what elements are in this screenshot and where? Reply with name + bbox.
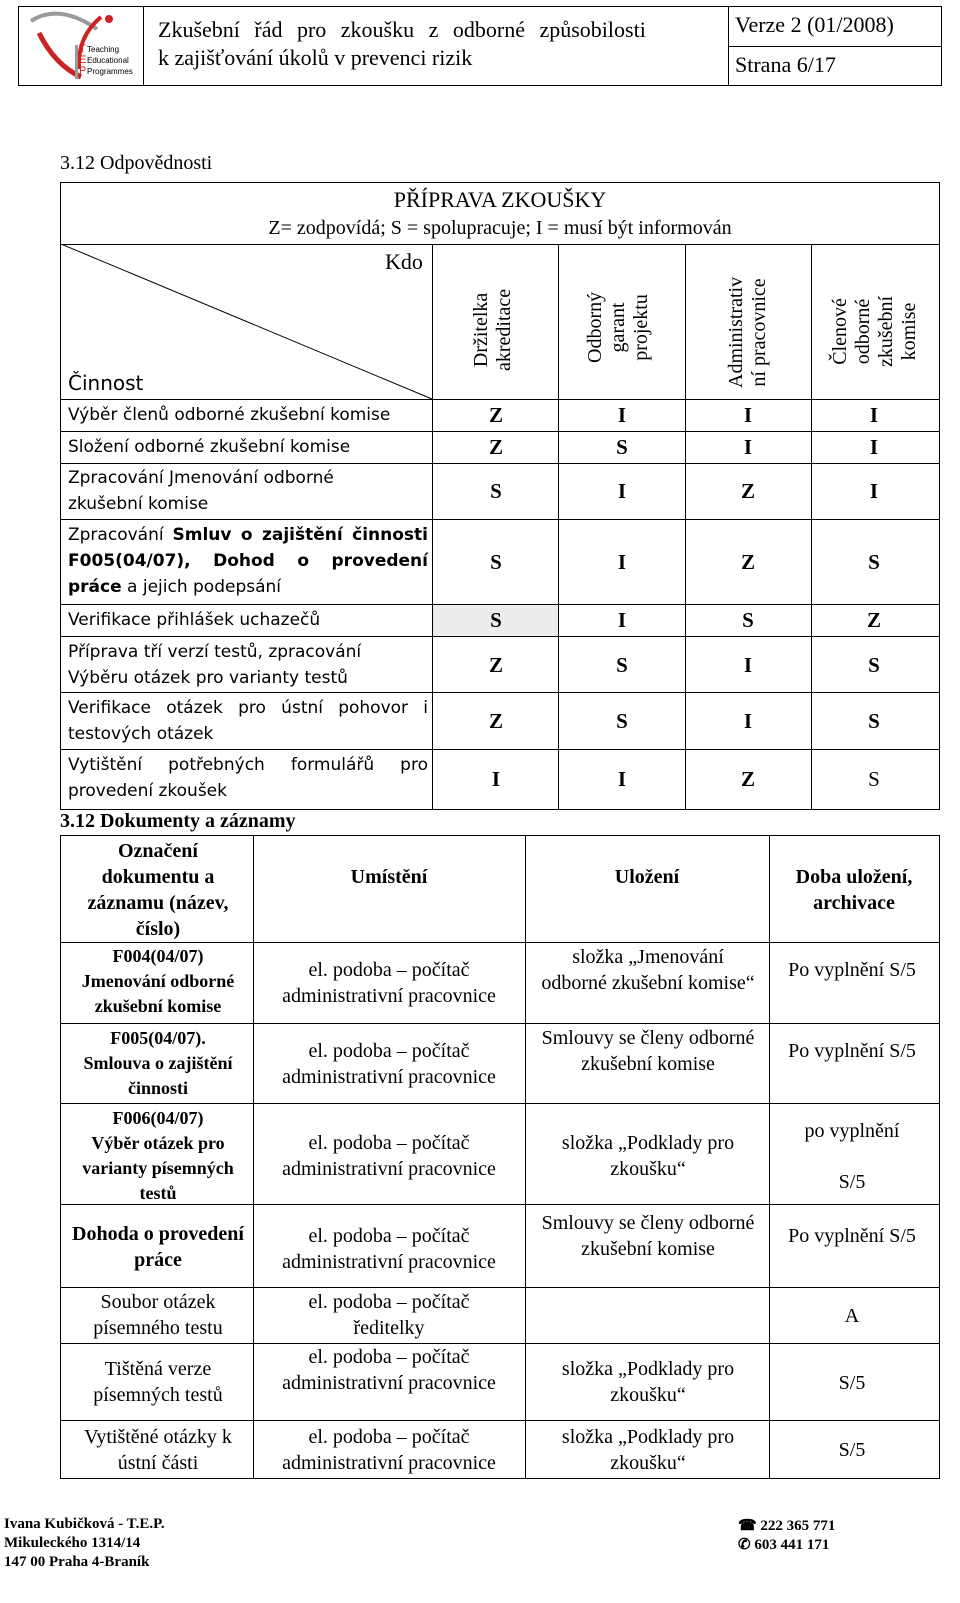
footer-mobile: ✆ 603 441 171 (738, 1537, 830, 1553)
activity-cell: Příprava tří verzí testů, zpracování Výběru otázek pro varianty testů (68, 642, 362, 688)
code-cell: S (616, 435, 628, 459)
col-header-retention: Doba uložení, archivace (795, 866, 913, 914)
code-cell: Z (740, 479, 755, 503)
retention-cell-period: S/5 (838, 1171, 866, 1193)
column-header-committee-members: Členové odborné zkušební komise (829, 295, 920, 367)
logo-initial-t: T (79, 43, 86, 55)
code-cell: I (743, 403, 753, 427)
code-cell: S (490, 550, 502, 574)
column-header-accreditation-holder: Držitelka akreditace (470, 288, 515, 371)
footer-street: Mikuleckého 1314/14 (4, 1535, 141, 1551)
code-cell: I (743, 435, 753, 459)
retention-cell: Po vyplnění S/5 (788, 1225, 916, 1247)
storage-cell: Smlouvy se členy odborné zkušební komise (541, 1212, 755, 1260)
col-header-storage: Uložení (614, 866, 680, 888)
document-cell: F004(04/07) Jmenování odborné zkušební komise (81, 946, 235, 1016)
retention-cell: Po vyplnění S/5 (788, 1040, 916, 1062)
retention-cell: A (844, 1305, 860, 1327)
code-cell: S (868, 767, 880, 791)
logo-word-teaching: Teaching (87, 45, 120, 54)
logo-initial-e: E (79, 54, 87, 66)
code-cell: S (490, 479, 502, 503)
retention-cell: S/5 (838, 1372, 866, 1394)
document-cell: F006(04/07) Výběr otázek pro varianty písemných testů (82, 1108, 234, 1203)
document-header (18, 6, 942, 86)
footer-phone: ☎ 222 365 771 (738, 1518, 836, 1534)
location-cell: el. podoba – počítač administrativní pracovnice (282, 959, 496, 1007)
section-heading-responsibilities: 3.12 Odpovědnosti (60, 152, 213, 174)
footer-city: 147 00 Praha 4-Braník (4, 1554, 150, 1570)
header-page-cell (729, 47, 941, 85)
col-header-location: Umístění (350, 866, 428, 888)
header-version: Verze 2 (01/2008) (735, 12, 894, 37)
logo-word-educational: Educational (87, 56, 129, 65)
document-cell: F005(04/07). Smlouva o zajištění činnosti (83, 1028, 233, 1098)
code-cell: Z (488, 709, 503, 733)
code-cell: I (869, 403, 879, 427)
code-cell: I (491, 767, 501, 791)
footer-name: Ivana Kubičková - T.E.P. (4, 1516, 165, 1532)
column-header-admin-staff: Administrativ ní pracovnice (725, 276, 770, 388)
code-cell: Z (740, 550, 755, 574)
document-cell: Tištěná verze písemných testů (93, 1358, 223, 1406)
location-cell: el. podoba – počítač administrativní pracovnice (282, 1426, 496, 1474)
code-cell: I (743, 709, 753, 733)
header-title-line1: Zkušební řád pro zkoušku z odborné způsobilosti (158, 17, 646, 42)
storage-cell: Smlouvy se členy odborné zkušební komise (541, 1027, 755, 1075)
location-cell: el. podoba – počítač administrativní pracovnice (282, 1225, 496, 1273)
corner-header-who: Kdo (385, 249, 423, 274)
code-cell: Z (488, 653, 503, 677)
code-cell: I (869, 435, 879, 459)
storage-cell: složka „Jmenování odborné zkušební komise“ (541, 946, 755, 994)
retention-cell: S/5 (838, 1439, 866, 1461)
code-cell: I (617, 608, 627, 632)
code-cell: S (868, 550, 880, 574)
documents-table (60, 835, 940, 1479)
activity-cell: Vytištění potřebných formulářů pro provedení zkoušek (68, 755, 428, 801)
activity-cell: Výběr členů odborné zkušební komise (68, 405, 391, 425)
document-cell: Soubor otázek písemného testu (93, 1291, 223, 1339)
code-cell: S (616, 653, 628, 677)
code-cell: S (490, 608, 502, 632)
header-page-number: Strana 6/17 (735, 52, 836, 77)
activity-cell: Zpracování Jmenování odborné zkušební komise (68, 468, 334, 514)
tep-logo (19, 7, 144, 85)
table-title: PŘÍPRAVA ZKOUŠKY (393, 187, 607, 212)
code-cell: S (868, 709, 880, 733)
code-cell: I (617, 403, 627, 427)
code-cell: I (617, 550, 627, 574)
corner-header-activity: Činnost (68, 371, 144, 395)
document-cell: Vytištěné otázky k ústní části (84, 1426, 232, 1474)
header-title-cell (144, 7, 729, 85)
storage-cell: složka „Podklady pro zkoušku“ (561, 1132, 735, 1180)
retention-cell-status: po vyplnění (804, 1120, 900, 1142)
code-cell: S (616, 709, 628, 733)
code-cell: I (869, 479, 879, 503)
activity-cell: Verifikace přihlášek uchazečů (68, 610, 321, 630)
code-cell: Z (740, 767, 755, 791)
location-cell: el. podoba – počítač administrativní pracovnice (282, 1346, 496, 1394)
header-version-cell (729, 7, 941, 47)
code-cell: Z (488, 403, 503, 427)
code-cell: Z (488, 435, 503, 459)
code-cell: I (617, 479, 627, 503)
col-header-document: Označení dokumentu a záznamu (název, číslo) (87, 840, 229, 940)
code-cell: I (617, 767, 627, 791)
logo-initial-p: P (79, 65, 87, 77)
code-cell: S (868, 653, 880, 677)
column-header-project-guarantor: Odborný garant projektu (584, 291, 652, 363)
retention-cell: Po vyplnění S/5 (788, 959, 916, 981)
responsibility-table (60, 182, 940, 810)
location-cell: el. podoba – počítač administrativní pracovnice (282, 1040, 496, 1088)
header-title-line2: k zajišťování úkolů v prevenci rizik (158, 45, 473, 70)
location-cell: el. podoba – počítač ředitelky (308, 1291, 470, 1339)
location-cell: el. podoba – počítač administrativní pracovnice (282, 1132, 496, 1180)
section-heading-documents: 3.12 Dokumenty a záznamy (60, 810, 296, 832)
document-cell: Dohoda o provedení práce (72, 1223, 244, 1271)
storage-cell: složka „Podklady pro zkoušku“ (561, 1426, 735, 1474)
code-cell: Z (866, 608, 881, 632)
storage-cell: složka „Podklady pro zkoušku“ (561, 1358, 735, 1406)
activity-cell: Zpracování Smluv o zajištění činnosti F005(04/07), Dohod o provedení práce a jejich podepsání (68, 525, 428, 597)
logo-word-programmes: Programmes (87, 67, 133, 76)
code-cell: I (743, 653, 753, 677)
code-cell: S (742, 608, 754, 632)
table-legend: Z= zodpovídá; S = spolupracuje; I = musí být informován (268, 217, 732, 239)
activity-cell: Verifikace otázek pro ústní pohovor i testových otázek (68, 698, 428, 744)
activity-cell: Složení odborné zkušební komise (68, 437, 351, 457)
